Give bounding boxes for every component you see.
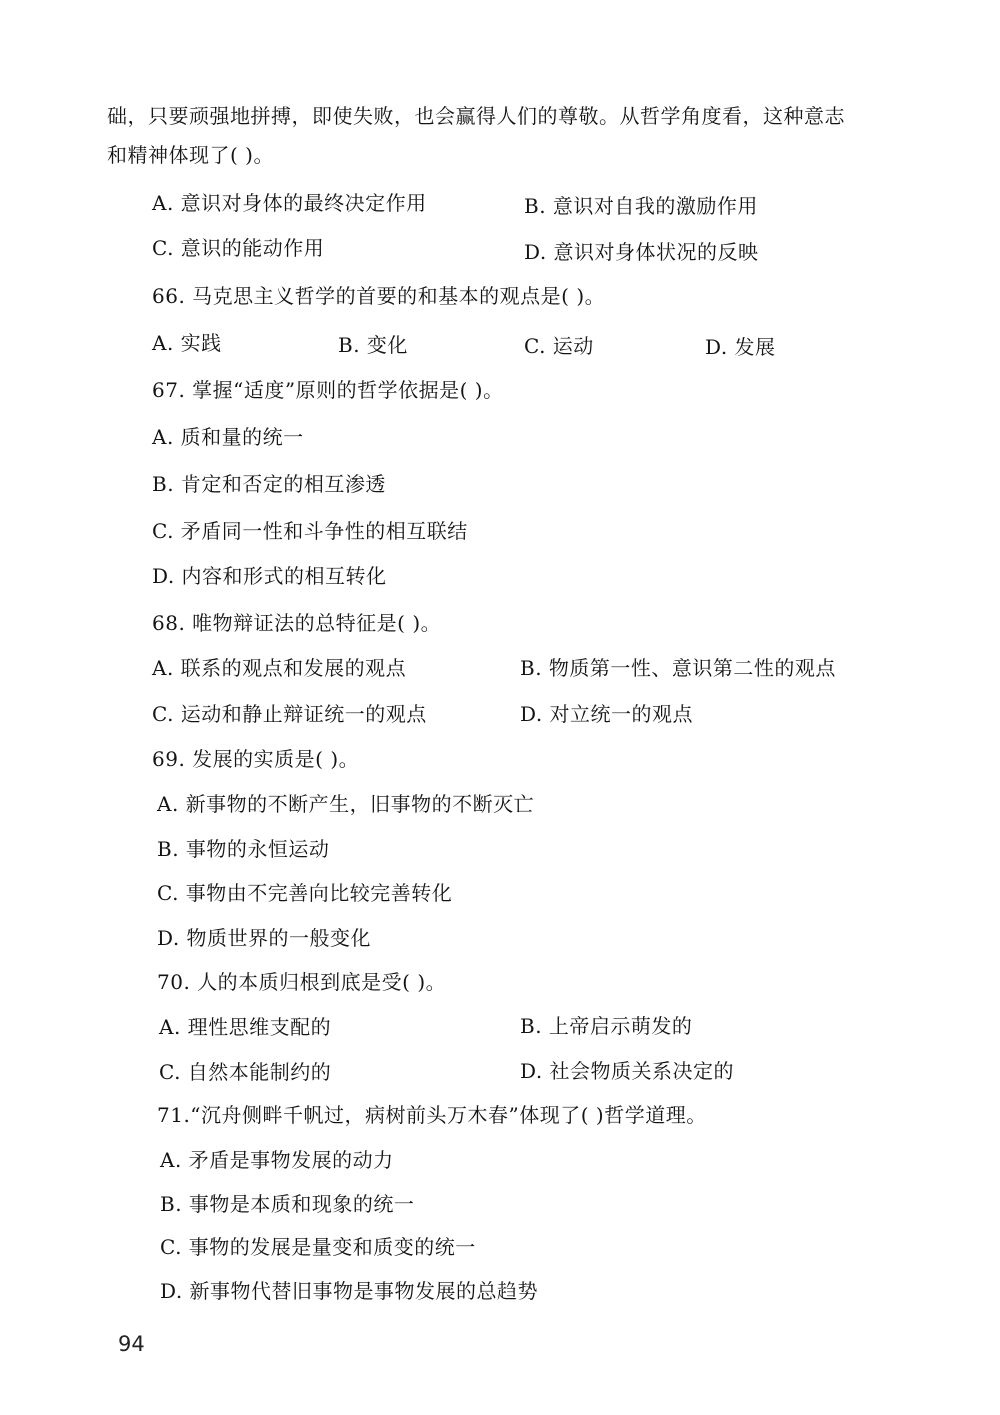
q68-option-d: D. 对立统一的观点 — [520, 702, 694, 726]
q65-stem-line-1: 础，只要顽强地拼搏，即使失败，也会赢得人们的尊敬。从哲学角度看，这种意志 — [107, 104, 845, 128]
q67-option-a: A. 质和量的统一 — [152, 425, 304, 449]
q69-option-c: C. 事物由不完善向比较完善转化 — [157, 881, 453, 905]
q70-option-c: C. 自然本能制约的 — [159, 1060, 332, 1084]
q71-option-d: D. 新事物代替旧事物是事物发展的总趋势 — [160, 1279, 539, 1303]
page-number: 94 — [118, 1332, 145, 1356]
q70-option-d: D. 社会物质关系决定的 — [520, 1059, 735, 1083]
q68-stem: 68. 唯物辩证法的总特征是( )。 — [152, 611, 442, 635]
q69-option-b: B. 事物的永恒运动 — [157, 837, 330, 861]
q65-stem-line-2: 和精神体现了( )。 — [107, 143, 274, 167]
q66-option-b: B. 变化 — [338, 333, 408, 357]
q71-option-a: A. 矛盾是事物发展的动力 — [160, 1148, 394, 1172]
q67-option-c: C. 矛盾同一性和斗争性的相互联结 — [152, 519, 468, 543]
q67-stem: 67. 掌握“适度”原则的哲学依据是( )。 — [152, 378, 504, 402]
q67-option-d: D. 内容和形式的相互转化 — [152, 564, 387, 588]
q65-option-c: C. 意识的能动作用 — [152, 236, 325, 260]
q66-option-c: C. 运动 — [524, 334, 594, 358]
q71-option-b: B. 事物是本质和现象的统一 — [160, 1192, 415, 1216]
q69-option-a: A. 新事物的不断产生，旧事物的不断灭亡 — [157, 792, 535, 816]
q71-stem: 71.“沉舟侧畔千帆过，病树前头万木春”体现了( )哲学道理。 — [157, 1103, 707, 1127]
q70-stem: 70. 人的本质归根到底是受( )。 — [157, 970, 447, 994]
q70-option-a: A. 理性思维支配的 — [159, 1015, 332, 1039]
q65-option-b: B. 意识对自我的激励作用 — [524, 194, 758, 218]
q71-option-c: C. 事物的发展是量变和质变的统一 — [160, 1235, 476, 1259]
q68-option-b: B. 物质第一性、意识第二性的观点 — [520, 656, 836, 680]
q69-stem: 69. 发展的实质是( )。 — [152, 747, 360, 771]
q66-option-d: D. 发展 — [705, 335, 776, 359]
q68-option-c: C. 运动和静止辩证统一的观点 — [152, 702, 427, 726]
q66-option-a: A. 实践 — [152, 331, 222, 355]
q65-option-a: A. 意识对身体的最终决定作用 — [152, 191, 427, 215]
q67-option-b: B. 肯定和否定的相互渗透 — [152, 472, 386, 496]
q69-option-d: D. 物质世界的一般变化 — [157, 926, 372, 950]
q66-stem: 66. 马克思主义哲学的首要的和基本的观点是( )。 — [152, 284, 606, 308]
q70-option-b: B. 上帝启示萌发的 — [520, 1014, 693, 1038]
q65-option-d: D. 意识对身体状况的反映 — [524, 240, 759, 264]
q68-option-a: A. 联系的观点和发展的观点 — [152, 656, 407, 680]
